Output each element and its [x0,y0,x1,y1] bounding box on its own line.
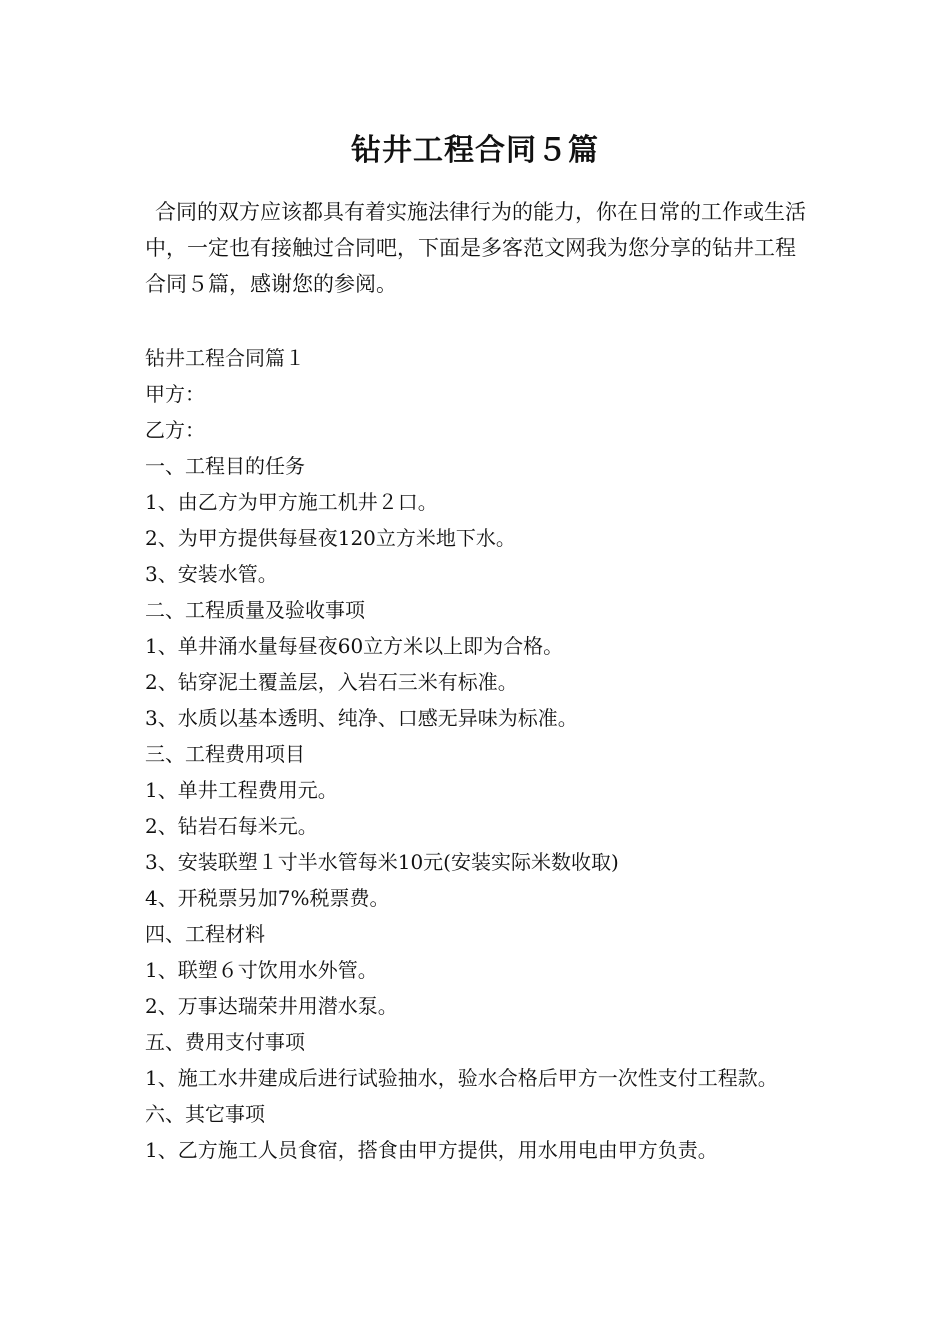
clause-item: 2、万事达瑞荣井用潜水泵。 [145,994,398,1018]
clause-item: 2、钻穿泥土覆盖层，入岩石三米有标准。 [145,670,518,694]
clause-heading: 二、工程质量及验收事项 [145,598,365,622]
clause-heading: 一、工程目的任务 [145,454,305,478]
contract-body [145,340,815,1168]
clause-item: 3、水质以基本透明、纯净、口感无异味为标准。 [145,706,578,730]
clause-item: 1、乙方施工人员食宿，搭食由甲方提供，用水用电由甲方负责。 [145,1138,718,1162]
clause-heading: 五、费用支付事项 [145,1030,305,1054]
section-heading: 钻井工程合同篇１ [145,346,305,370]
clause-item: 3、安装联塑１寸半水管每米10元(安装实际米数收取) [145,850,619,874]
clause-heading: 六、其它事项 [145,1102,265,1126]
clause-item: 3、安装水管。 [145,562,278,586]
clause-item: 1、联塑６寸饮用水外管。 [145,958,378,982]
clause-item: 2、为甲方提供每昼夜120立方米地下水。 [145,526,516,550]
clause-item: 1、单井工程费用元。 [145,778,338,802]
clause-item: 1、单井涌水量每昼夜60立方米以上即为合格。 [145,634,564,658]
clause-item: 2、钻岩石每米元。 [145,814,318,838]
clause-heading: 四、工程材料 [145,922,265,946]
intro-paragraph: 合同的双方应该都具有着实施法律行为的能力，你在日常的工作或生活中，一定也有接触过合同吧，下面是多客范文网我为您分享的钻井工程合同５篇，感谢您的参阅。 [145,200,806,296]
clause-heading: 三、工程费用项目 [145,742,305,766]
document-title: 钻井工程合同５篇 [351,133,599,168]
clause-item: 1、施工水井建成后进行试验抽水，验水合格后甲方一次性支付工程款。 [145,1066,778,1090]
clause-item: 1、由乙方为甲方施工机井２口。 [145,490,438,514]
clause-item: 4、开税票另加7%税票费。 [145,886,390,910]
party-a-line: 甲方： [145,382,205,406]
party-b-line: 乙方： [145,418,205,442]
